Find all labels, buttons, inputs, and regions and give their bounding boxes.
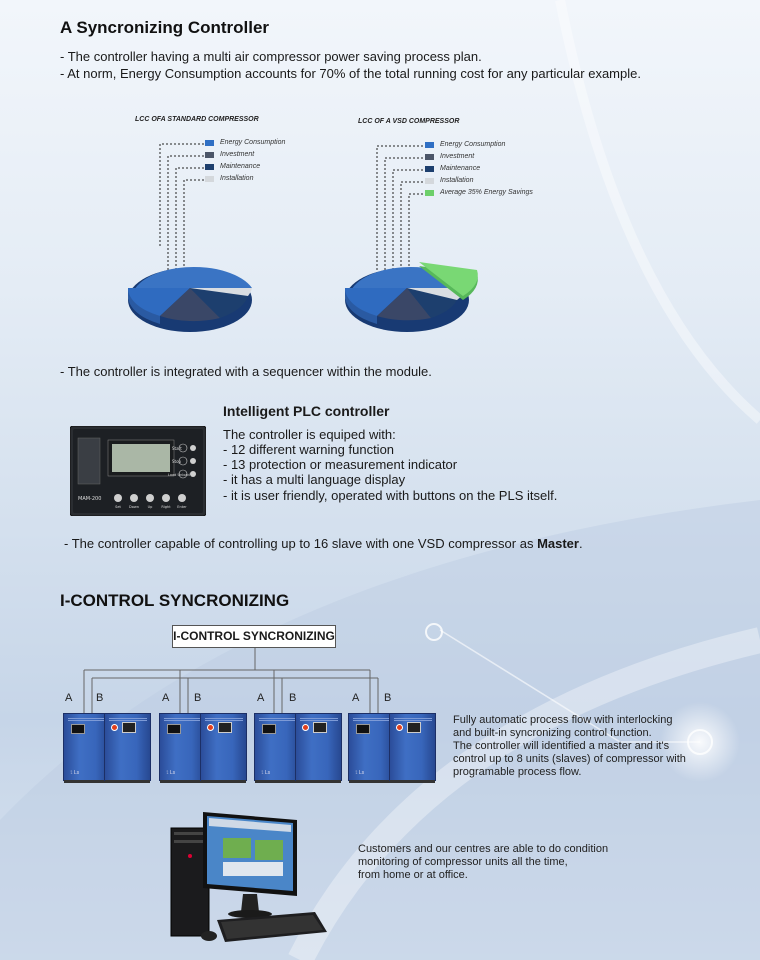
section-title: I-CONTROL SYNCRONIZING (60, 591, 290, 610)
compressor-unit-b (389, 713, 436, 781)
process-note-line: Fully automatic process flow with interlocking (453, 714, 673, 726)
compressor-unit-b (104, 713, 151, 781)
master-text-bold: Master (537, 536, 579, 551)
compressor-unit-b (295, 713, 342, 781)
pie-chart-title: LCC OFA STANDARD COMPRESSOR (135, 116, 259, 123)
computer-image (165, 808, 330, 953)
compressor-unit-a: ﾐ Ls (348, 713, 395, 781)
unit-label-a: A (65, 692, 73, 704)
legend-label: Installation (440, 177, 474, 184)
plc-feature: - it is user friendly, operated with buttons on the PLS itself. (223, 488, 558, 503)
legend-label: Investment (440, 153, 475, 160)
legend-label: Energy Consumption (440, 141, 506, 148)
plc-button-label: Up (147, 505, 153, 509)
compressor-unit-a: ﾐ Ls (254, 713, 301, 781)
sequencer-text: - The controller is integrated with a sequencer within the module. (60, 364, 432, 379)
legend-label: Energy Consumption (220, 139, 286, 146)
unit-label-a: A (352, 692, 360, 704)
plc-start-label: Start (172, 446, 182, 451)
process-note-line: control up to 8 units (slaves) of compressor with (453, 753, 686, 765)
unit-label-a: A (257, 692, 265, 704)
process-note-line: programable process flow. (453, 766, 582, 778)
master-text-prefix: - The controller capable of controlling up to 16 slave with one VSD compressor as (64, 536, 538, 551)
legend-label: Installation (220, 175, 254, 182)
compressor-unit-b (200, 713, 247, 781)
plc-feature: - 13 protection or measurement indicator (223, 457, 458, 472)
process-note-line: and built-in syncronizing control function. (453, 727, 652, 739)
legend-label: Average 35% Energy Savings (440, 189, 533, 196)
master-text-suffix: . (578, 536, 583, 551)
monitoring-note-line: monitoring of compressor units all the time, (358, 856, 568, 868)
unit-label-b: B (384, 692, 392, 704)
sync-diagram-label: I-CONTROL SYNCRONIZING (172, 625, 336, 648)
bullet-line: - The controller having a multi air compressor power saving process plan. (60, 49, 482, 64)
plc-button-label: Right (161, 505, 171, 509)
unit-label-b: B (96, 692, 104, 704)
unit-label-b: B (289, 692, 297, 704)
pie-chart-title: LCC OF A VSD COMPRESSOR (358, 118, 460, 125)
legend-label: Maintenance (220, 163, 261, 170)
plc-feature: - 12 different warning function (223, 442, 395, 457)
compressor-unit-a: ﾐ Ls (63, 713, 110, 781)
monitoring-note-line: Customers and our centres are able to do condition (358, 843, 609, 855)
plc-button-label: Enter (177, 505, 187, 509)
plc-intro: The controller is equiped with: (223, 427, 396, 442)
plc-model-label: MAM-200 (78, 496, 102, 502)
section-title: A Syncronizing Controller (60, 18, 270, 37)
legend-label: Investment (220, 151, 255, 158)
plc-button-label: Set (115, 505, 121, 509)
plc-feature: - it has a multi language display (223, 472, 406, 487)
unit-label-b: B (194, 692, 202, 704)
unit-label-a: A (162, 692, 170, 704)
plc-title: Intelligent PLC controller (223, 403, 390, 419)
monitoring-note-line: from home or at office. (358, 869, 468, 881)
legend-label: Maintenance (440, 165, 481, 172)
plc-stop-label: Stop (172, 459, 182, 464)
compressor-unit-a: ﾐ Ls (159, 713, 206, 781)
plc-button-label: Down (129, 505, 139, 509)
bullet-line: - At norm, Energy Consumption accounts for 70% of the total running cost for any particular example. (60, 66, 641, 81)
plc-load-label: Load Unload (168, 473, 190, 477)
process-note-line: The controller will identified a master and it's (453, 740, 670, 752)
